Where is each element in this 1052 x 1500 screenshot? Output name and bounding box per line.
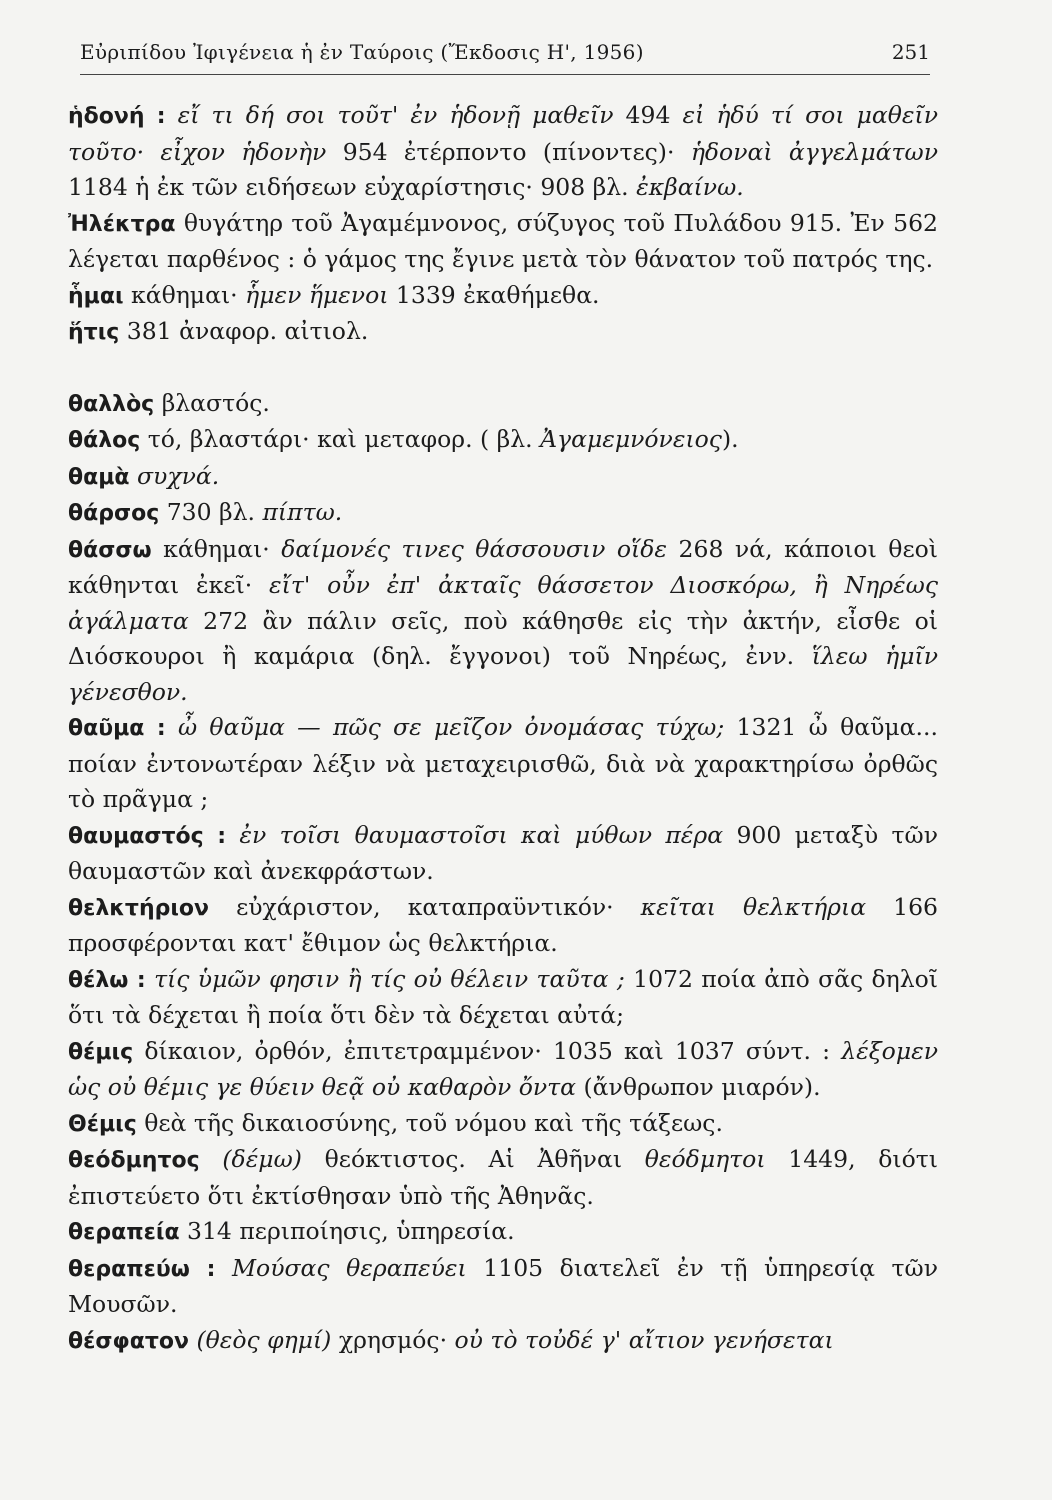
entry-lemma: θαμὰ [68,464,130,490]
entry-gloss: 1105 διατελεῖ ἐν τῇ ὑπηρεσίᾳ τῶν Μουσῶν. [68,1253,938,1318]
glossary-entries [68,98,938,1359]
entry-citation: ὦ θαῦμα — πῶς σε μεῖζον ὀνομάσας τύχω; [177,713,725,741]
entry-gloss: (ἄνθρωπον μιαρόν). [576,1073,821,1101]
entry-citation: (θεὸς φημί) [196,1325,332,1354]
glossary-entry [68,1251,938,1323]
entry-citation: (δέμω) [222,1145,302,1173]
entry-citation: κεῖται θελκτήρια [640,892,867,921]
entry-gloss: κάθημαι· [123,280,246,309]
entry-gloss: 1449, διότι ἐπιστεύετο ὅτι ἐκτίσθησαν ὑπὸ τῆς Ἀθηνᾶς. [68,1145,938,1210]
entry-gloss: 166 προσφέρονται κατ' ἔθιμον ὡς θελκτήρια. [68,892,938,957]
entry-citation: εἰ ἡδύ τί σοι μαθεῖν τοῦτο· εἶχον ἡδονὴν [68,101,938,166]
entry-gloss [200,1145,223,1173]
entry-citation: ἵλεω ἡμῖν γένεσθον. [68,642,938,706]
entry-gloss: 954 ἐτέρποντο (πίνοντες)· [326,137,691,166]
entry-gloss: 1321 ὦ θαῦμα... ποίαν ἐντονωτέραν λέξιν νὰ μεταχειρισθῶ, διὰ νὰ χαρακτηρίσω ὀρθῶς τὸ πρᾶγμα ; [68,713,938,813]
entry-lemma: Ἠλέκτρα [68,211,176,237]
entry-gloss: 900 μεταξὺ τῶν θαυμαστῶν καὶ ἀνεκφράστων. [68,820,938,885]
glossary-entry [68,278,938,315]
entry-gloss: εὐχάριστον, καταπραϋντικόν· [209,892,641,921]
glossary-entry [68,98,938,206]
entry-citation: συχνά. [137,461,220,490]
glossary-entry [68,1323,938,1360]
entry-citation: οὐ τὸ τοὐδέ γ' αἴτιον γενήσεται [454,1325,834,1354]
entry-gloss: 272 ἂν πάλιν σεῖς, ποὺ κάθησθε εἰς τὴν ἀκτήν, εἶσθε οἱ Διόσκουροι ἢ καμάρια (δηλ. ἔγγονοι) τοῦ Νηρέως, ἐνν. [68,606,938,670]
entry-gloss [166,101,178,129]
entry-gloss: ). [721,425,739,453]
glossary-entry [68,1214,938,1251]
glossary-entry [68,710,938,818]
entry-lemma: ἧμαι [68,283,124,309]
running-header [80,34,930,75]
glossary-entry [68,818,938,890]
entry-gloss: 1072 ποία ἀπὸ σᾶς δηλοῖ ὅτι τὰ δέχεται ἢ ποία ὅτι δὲν τὰ δέχεται αὐτά; [68,964,938,1029]
entry-lemma: ἥτις [68,320,120,345]
entry-lemma: ἡδονή : [68,104,166,129]
entry-lemma: θάσσω [68,537,152,563]
entry-lemma: θεόδμητος [68,1148,200,1173]
entry-gloss: 314 περιποίησις, ὑπηρεσία. [179,1217,515,1245]
glossary-entry [68,890,938,962]
entry-gloss [226,821,239,849]
entry-gloss: 730 βλ. [159,498,263,526]
page-number: 251 [891,40,930,64]
glossary-entry [68,495,938,532]
entry-lemma: θαῦμα : [68,716,166,741]
glossary-entry [68,1142,938,1214]
entry-citation: Μούσας θεραπεύει [231,1253,467,1282]
entry-gloss [215,1254,232,1282]
entry-citation: ἐν τοῖσι θαυμαστοῖσι καὶ μύθων πέρα [239,820,724,849]
entry-citation: εἴτ' οὖν ἐπ' ἀκταῖς θάσσετον Διοσκόρω, ἢ Νηρέως ἀγάλματα [68,571,938,635]
entry-gloss [146,965,154,993]
entry-gloss: 1339 ἐκαθήμεθα. [388,280,600,309]
entry-lemma: θάλος [68,428,141,453]
glossary-entry [68,532,938,711]
entry-lemma: θαυμαστός : [68,823,227,849]
entry-lemma: θεραπεύω : [68,1256,216,1282]
entry-lemma: θαλλὸς [68,391,155,417]
entry-lemma: θέλω : [68,967,146,993]
entry-citation: λέξομεν ὡς οὐ θέμις γε θύειν θεᾷ οὐ καθαρὸν ὄντα [68,1036,938,1101]
entry-gloss: 381 ἀναφορ. αἰτιολ. [119,317,369,345]
entry-citation: τίς ὑμῶν φησιν ἢ τίς οὐ θέλειν ταῦτα ; [154,964,625,993]
running-title: Εὐριπίδου Ἰφιγένεια ἡ ἐν Ταύροις (Ἔκδοσις Η', 1956) [80,40,644,64]
entry-citation: ἐκβαίνω. [636,173,744,201]
entry-citation: εἴ τι δή σοι τοῦτ' ἐν ἡδονῇ μαθεῖν [177,101,614,129]
entry-gloss: 494 [613,101,683,129]
entry-citation: Ἀγαμεμνόνειος [540,425,722,453]
entry-lemma: Θέμις [68,1111,137,1137]
glossary-entry [68,1034,938,1106]
glossary-entry [68,386,938,423]
entry-gloss: χρησμός· [331,1325,455,1354]
entry-gloss: θεόκτιστος. Αἱ Ἀθῆναι [301,1145,645,1173]
glossary-entry [68,422,938,459]
entry-gloss [130,462,137,490]
entry-lemma: θέσφατον [68,1328,189,1354]
entry-gloss: 268 νά, κάποιοι θεοὶ κάθηνται ἐκεῖ· [68,534,938,599]
entry-citation: ἡδοναὶ ἀγγελμάτων [690,137,938,166]
entry-gloss: τό, βλαστάρι· καὶ μεταφορ. ( βλ. [140,425,541,453]
entry-lemma: θελκτήριον [68,895,210,921]
glossary-entry [68,962,938,1034]
entry-gloss: δίκαιον, ὀρθόν, ἐπιτετραμμένον· 1035 καὶ 1037 σύντ. : [133,1036,842,1065]
entry-gloss: θυγάτηρ τοῦ Ἀγαμέμνονος, σύζυγος τοῦ Πυλάδου 915. Ἐν 562 λέγεται παρθένος : ὁ γάμος της ἔγινε μετὰ τὸν θάνατον τοῦ πατρός της. [68,208,938,273]
entry-lemma: θάρσος [68,501,160,526]
entry-gloss: κάθημαι· [151,534,282,563]
glossary-entry [68,459,938,496]
entry-citation: ἧμεν ἥμενοι [245,280,389,309]
entry-gloss: βλαστός. [154,388,270,417]
entry-lemma: θεραπεία [68,1220,180,1245]
glossary-entry [68,1106,938,1143]
entry-citation: δαίμονές τινες θάσσουσιν οἵδε [281,534,668,563]
glossary-entry [68,206,938,278]
entry-gloss: 1184 ἡ ἐκ τῶν ειδήσεων εὐχαρίστησις· 908 βλ. [68,173,637,201]
glossary-entry [68,314,938,351]
entry-lemma: θέμις [68,1039,134,1065]
entry-gloss: θεὰ τῆς δικαιοσύνης, τοῦ νόμου καὶ τῆς τάξεως. [136,1108,723,1137]
entry-gloss [166,713,178,741]
section-gap [68,351,938,386]
entry-citation: θεόδμητοι [644,1145,766,1173]
entry-citation: πίπτω. [262,498,343,526]
